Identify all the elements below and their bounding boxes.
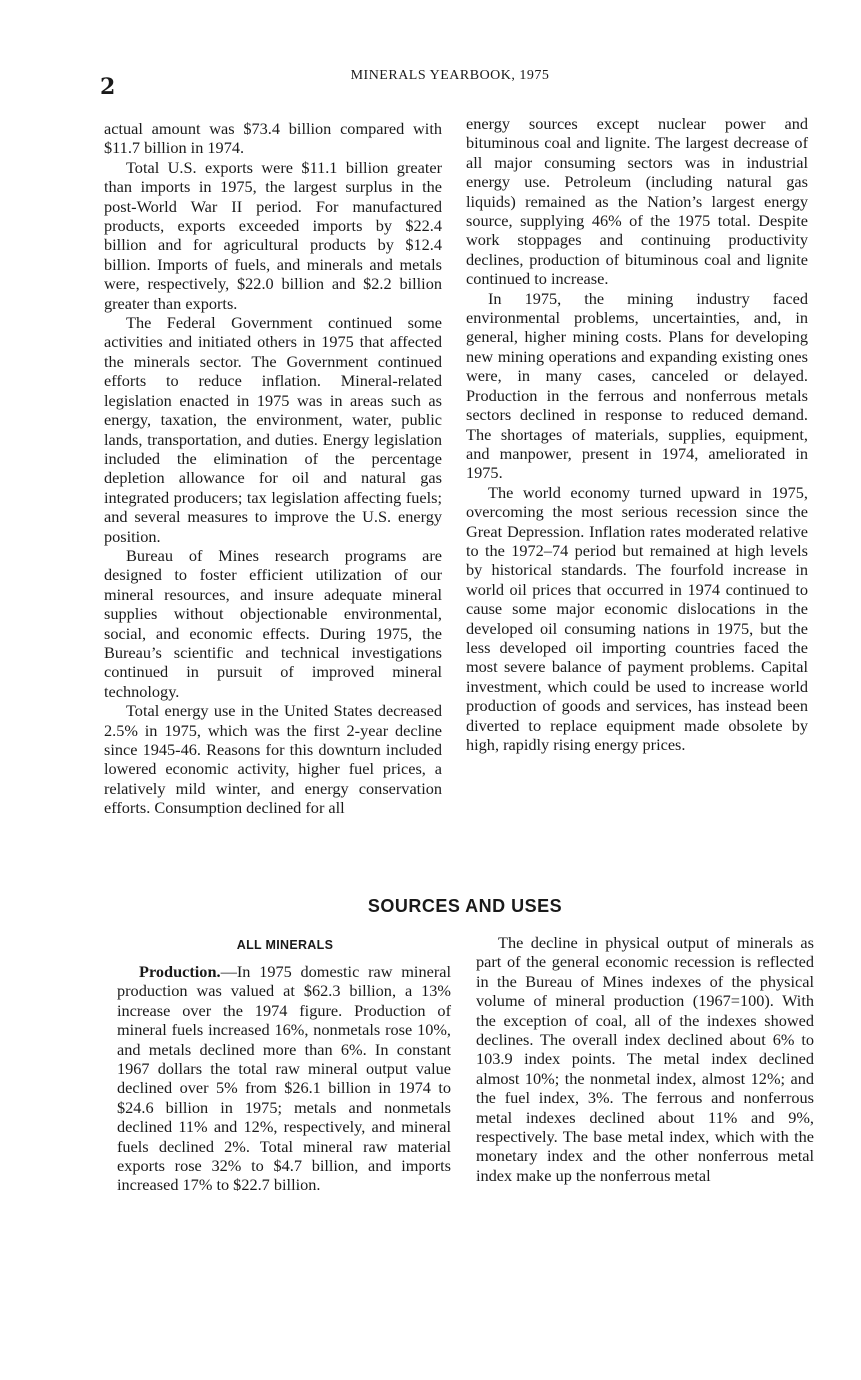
- paragraph: The world economy turned upward in 1975, overcoming the most serious recession since the Great Depression. Inflation rates moderated relative to the 1972–74 period but remained at high levels by historical standards. The fourfold increase in world oil prices that occurred in 1974 continued to cause some major economic dislocations in the developed oil consuming nations in 1975, but the less developed oil importing countries faced the most severe balance of payment problems. Capital investment, which could be used to increase world production of goods and services, has instead been diverted to replace equipment made obsolete by high, rapidly rising energy prices.: [466, 482, 808, 754]
- paragraph: Bureau of Mines research programs are designed to foster efficient utilization of our mineral resources, and insure adequate mineral supplies without objectionable environmental, social, and economic effects. During 1975, the Bureau’s scientific and technical investigations continued in pursuit of improved mineral technology.: [104, 545, 442, 701]
- running-head: MINERALS YEARBOOK, 1975: [350, 68, 550, 83]
- paragraph: Total U.S. exports were $11.1 billion greater than imports in 1975, the largest surplus in the post-World War II period. For manufactured products, exports exceeded imports by $22.4 billion and for agricultural products by $12.4 billion. Imports of fuels, and minerals and metals were, respectively, $22.0 billion and $2.2 billion greater than exports.: [104, 157, 442, 313]
- top-right-column: [466, 114, 808, 754]
- run-in-heading: Production.: [139, 962, 221, 981]
- paragraph: The decline in physical output of minerals as part of the general economic recession is reflected in the Bureau of Mines indexes of the physical volume of mineral production (1967=100). With the exception of coal, all of the indexes showed declines. The overall index declined about 6% to 103.9 index points. The metal index declined almost 10%; the nonmetal index, almost 12%; and the fuel index, 3%. The ferrous and nonferrous metal indexes declined about 11% and 9%, respectively. The base metal index, which with the monetary index and the other nonferrous metal index make up the nonferrous metal: [476, 933, 814, 1185]
- top-left-column: [104, 119, 442, 818]
- section-heading: SOURCES AND USES: [367, 896, 563, 916]
- paragraph: [117, 962, 451, 1195]
- subsection-heading: ALL MINERALS: [236, 938, 334, 952]
- paragraph: Total energy use in the United States decreased 2.5% in 1975, which was the first 2-year decline since 1945-46. Reasons for this downturn included lowered economic activity, higher fuel prices, a relatively mild winter, and energy conservation efforts. Consumption declined for all: [104, 701, 442, 818]
- bottom-left-column: [117, 962, 451, 1195]
- bottom-right-column: [476, 933, 814, 1185]
- paragraph: energy sources except nuclear power and bituminous coal and lignite. The largest decrease of all major consuming sectors was in industrial energy use. Petroleum (including natural gas liquids) remained as the Nation’s largest energy source, supplying 46% of the 1975 total. Despite work stoppages and continuing productivity declines, production of bituminous coal and lignite continued to increase.: [466, 114, 808, 289]
- page-number: 2: [100, 74, 116, 100]
- paragraph: actual amount was $73.4 billion compared with $11.7 billion in 1974.: [104, 119, 442, 158]
- paragraph: In 1975, the mining industry faced environmental problems, uncertainties, and, in general, higher mining costs. Plans for developing new mining operations and expanding existing ones were, in many cases, canceled or delayed. Production in the ferrous and nonferrous metals sectors declined in response to reduced demand. The shortages of materials, supplies, equipment, and manpower, present in 1974, ameliorated in 1975.: [466, 288, 808, 483]
- paragraph-text: —In 1975 domestic raw mineral production was valued at $62.3 billion, a 13% increase over the 1974 figure. Production of mineral fuels increased 16%, nonmetals rose 10%, and metals declined more than 6%. In constant 1967 dollars the total raw mineral output value declined over 5% from $26.1 billion in 1974 to $24.6 billion in 1975; metals and nonmetals declined 11% and 12%, respectively, and mineral fuels declined 2%. Total mineral raw material exports rose 32% to $4.7 billion, and imports increased 17% to $22.7 billion.: [117, 962, 451, 1195]
- paragraph: The Federal Government continued some activities and initiated others in 1975 that affected the minerals sector. The Government continued efforts to reduce inflation. Mineral-related legislation enacted in 1975 was in areas such as energy, taxation, the environment, water, public lands, transportation, and duties. Energy legislation included the elimination of the percentage depletion allowance for oil and natural gas integrated producers; tax legislation affecting fuels; and several measures to improve the U.S. energy position.: [104, 313, 442, 546]
